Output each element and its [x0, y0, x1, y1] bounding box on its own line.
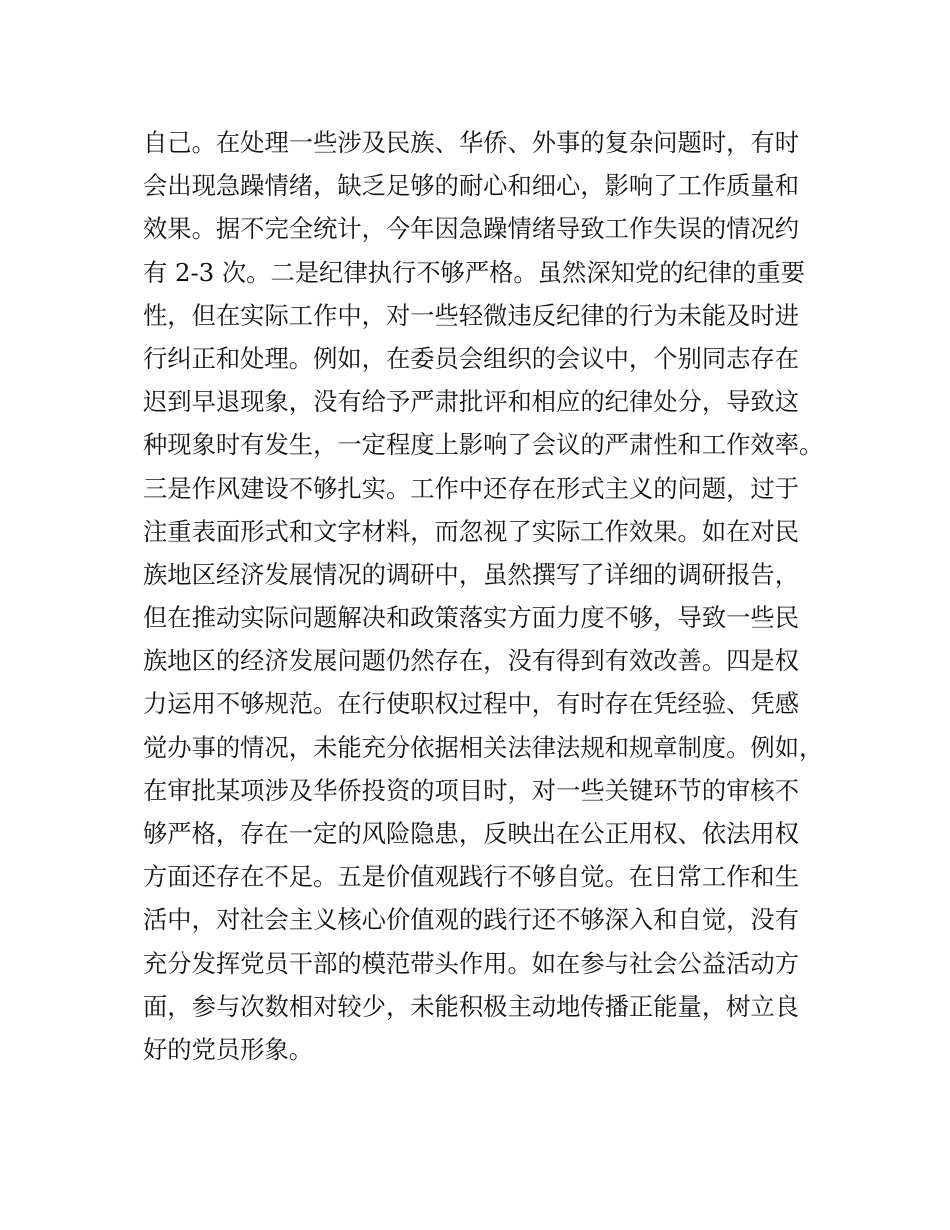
text-line: 行纠正和处理。例如，在委员会组织的会议中，个别同志存在 — [143, 343, 800, 373]
text-line: 性，但在实际工作中，对一些轻微违反纪律的行为未能及时进 — [143, 300, 800, 330]
text-line: 面，参与次数相对较少，未能积极主动地传播正能量，树立良 — [143, 991, 800, 1021]
text-line: 三是作风建设不够扎实。工作中还存在形式主义的问题，过于 — [143, 473, 800, 503]
text-line: 但在推动实际问题解决和政策落实方面力度不够，导致一些民 — [143, 603, 800, 633]
text-line: 族地区经济发展情况的调研中，虽然撰写了详细的调研报告， — [143, 559, 800, 589]
text-line: 充分发挥党员干部的模范带头作用。如在参与社会公益活动方 — [143, 948, 800, 978]
text-line: 迟到早退现象，没有给予严肃批评和相应的纪律处分，导致这 — [143, 387, 800, 417]
text-line: 够严格，存在一定的风险隐患，反映出在公正用权、依法用权 — [143, 819, 800, 848]
text-line: 会出现急躁情绪，缺乏足够的耐心和细心，影响了工作质量和 — [143, 171, 800, 201]
text-line: 注重表面形式和文字材料，而忽视了实际工作效果。如在对民 — [143, 516, 800, 546]
text-line: 效果。据不完全统计，今年因急躁情绪导致工作失误的情况约 — [143, 214, 800, 244]
body-paragraph — [143, 121, 823, 1071]
text-line: 族地区的经济发展问题仍然存在，没有得到有效改善。四是权 — [143, 646, 800, 676]
text-line: 在审批某项涉及华侨投资的项目时，对一些关键环节的审核不 — [143, 775, 800, 805]
text-line: 活中，对社会主义核心价值观的践行还不够深入和自觉，没有 — [143, 905, 800, 935]
text-line: 好的党员形象。 — [143, 1034, 314, 1064]
text-line: 方面还存在不足。五是价值观践行不够自觉。在日常工作和生 — [143, 862, 800, 892]
text-line: 力运用不够规范。在行使职权过程中，有时存在凭经验、凭感 — [143, 689, 800, 719]
text-line: 自己。在处理一些涉及民族、华侨、外事的复杂问题时，有时 — [143, 128, 800, 157]
text-line: 有 2-3 次。二是纪律执行不够严格。虽然深知党的纪律的重要 — [143, 257, 805, 287]
text-line: 觉办事的情况，未能充分依据相关法律法规和规章制度。例如， — [143, 732, 824, 762]
text-line: 种现象时有发生，一定程度上影响了会议的严肃性和工作效率。 — [143, 430, 824, 460]
